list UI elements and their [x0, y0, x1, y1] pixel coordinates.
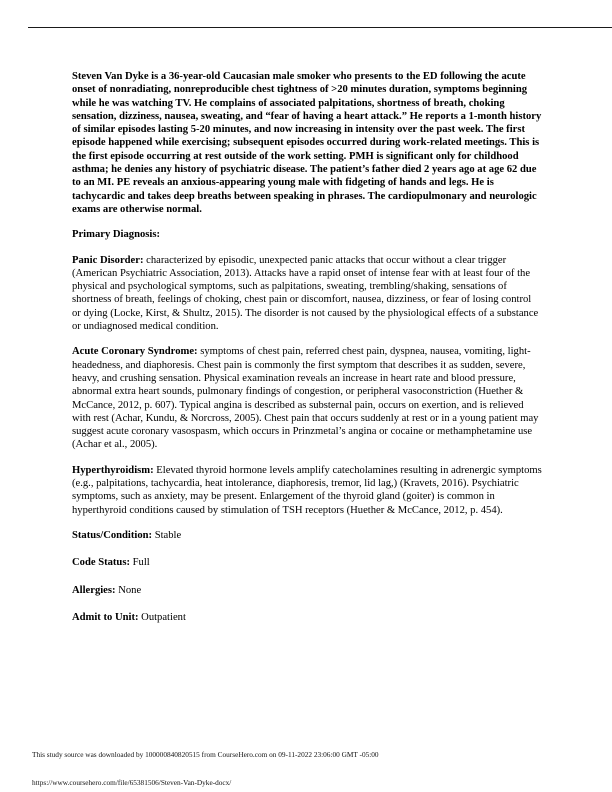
diagnosis-acute-coronary-syndrome	[72, 345, 542, 451]
field-value: None	[115, 584, 142, 596]
diagnosis-text: symptoms of chest pain, referred chest pain, dyspnea, nausea, vomiting, light-headedness, and diaphoresis. Chest pain is commonly the first symptom that describes it as sudden, severe, heavy, and crushing sensation. Physical examination reveals an increase in heart rate and blood pressure, abnormal extra heart sounds, pulmonary findings of congestion, or peripheral vasoconstriction (Huether & McCance, 2012, p. 607). Typical angina is described as substernal pain, occurs on exertion, and is relieved with rest (Achar, Kundu, & Norcross, 2005). Chest pain that occurs suddenly at rest or in a young patient may suggest acute coronary vasospasm, which occurs in Prinzmetal’s angina or cocaine or methamphetamine use (Achar et al., 2005).	[72, 346, 539, 451]
source-url-link[interactable]: https://www.coursehero.com/file/65381506/Steven-Van-Dyke-docx/	[32, 778, 232, 787]
field-value: Stable	[152, 529, 182, 541]
diagnosis-term: Panic Disorder:	[72, 254, 144, 266]
field-label: Allergies:	[72, 584, 116, 596]
diagnosis-text: Elevated thyroid hormone levels amplify catecholamines resulting in adrenergic symptoms (e.g., palpitations, tachycardia, heat intolerance, diaphoresis, tremor, lid lag,) (Kravets, 2016). Psychiatric symptoms, such as anxiety, may be present. Enlargement of the thyroid gland (goiter) is common in hyperthyroid conditions caused by stimulation of TSH receptors (Huether & McCance, 2012, p. 454).	[72, 464, 542, 516]
diagnosis-term: Acute Coronary Syndrome:	[72, 346, 198, 358]
field-value: Outpatient	[138, 611, 186, 623]
field-code-status	[72, 556, 542, 569]
case-description: Steven Van Dyke is a 36-year-old Caucasian male smoker who presents to the ED following the acute onset of nonradiating, nonreproducible chest tightness of >20 minutes duration, symptoms beginning while he was watching TV. He complains of associated palpitations, shortness of breath, choking sensation, dizziness, nausea, sweating, and “fear of having a heart attack.” He reports a 1-month history of similar episodes lasting 5-20 minutes, and now increasing in intensity over the past week. The first episode happened while exercising; subsequent episodes occurred during work-related meetings. This is the first episode occurring at rest outside of the work setting. PMH is significant only for childhood asthma; he denies any history of psychiatric disease. The patient’s father died 2 years ago at age 62 due to an MI. PE reveals an anxious-appearing young male with fidgeting of hands and legs. He is tachycardic and takes deep breaths between speaking in phrases. The cardiopulmonary and neurologic exams are otherwise normal.	[72, 71, 542, 215]
field-label: Admit to Unit:	[72, 611, 139, 623]
document-body	[72, 70, 542, 638]
diagnosis-hyperthyroidism	[72, 464, 542, 517]
diagnosis-text: characterized by episodic, unexpected panic attacks that occur without a clear trigger (American Psychiatric Association, 2013). Attacks have a rapid onset of intense fear with at least four of the physical and psychological symptoms, such as palpitations, sweating, trembling/shaking, sensations of shortness of breath, feelings of choking, chest pain or discomfort, nausea, dizziness, or fear of losing control or dying (Locke, Kirst, & Shultz, 2015). The disorder is not caused by the physiological effects of a substance or undiagnosed medical condition.	[72, 254, 539, 333]
download-notice: This study source was downloaded by 100000840820515 from CourseHero.com on 09-11-2022 23:06:00 GMT -05:00	[32, 750, 379, 759]
field-value: Full	[129, 557, 150, 569]
diagnosis-panic-disorder	[72, 254, 542, 334]
field-allergies	[72, 584, 542, 597]
field-status-condition	[72, 529, 542, 542]
field-label: Status/Condition:	[72, 529, 153, 541]
primary-diagnosis-title: Primary Diagnosis:	[72, 229, 160, 241]
diagnosis-term: Hyperthyroidism:	[72, 464, 154, 476]
header-rule	[28, 27, 612, 28]
field-admit-to-unit	[72, 611, 542, 624]
field-label: Code Status:	[72, 557, 130, 569]
